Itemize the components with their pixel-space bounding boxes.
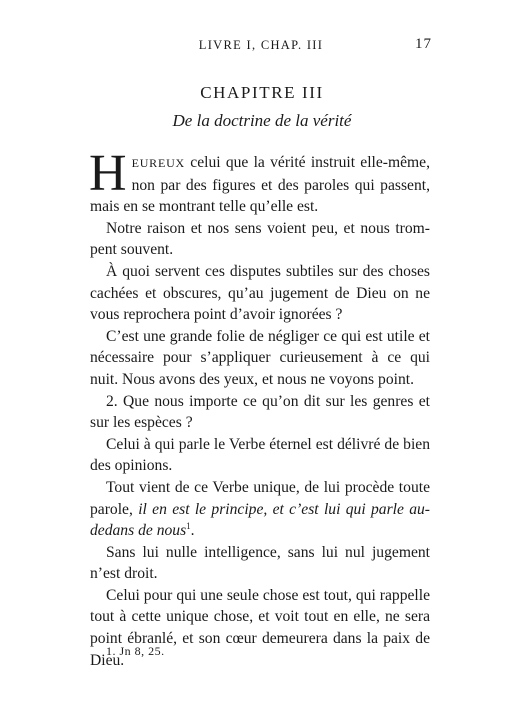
paragraph-6: Celui à qui parle le Verbe éternel est délivré de bien des opinions.: [90, 435, 430, 475]
paragraph-7: [90, 477, 430, 542]
paragraph-4: C’est une grande folie de négliger ce qui est utile et nécessaire pour s’appliquer curieusement à ce qui nuit. Nous avons des yeux, et nous ne voyons point.: [90, 327, 430, 388]
paragraph-7-quotation: il en est le principe, et c’est lui qui parle au-dedans de nous: [90, 500, 430, 540]
running-head: [90, 38, 432, 58]
paragraph-3: À quoi servent ces disputes subtiles sur des choses cachées et obscures, qu’au jugement de Dieu on ne vous reprochera point d’avoir ignorées ?: [90, 262, 430, 324]
drop-cap: H: [89, 145, 127, 202]
chapter-subtitle: De la doctrine de la vérité: [172, 111, 352, 130]
paragraph-5: 2. Que nous importe ce qu’on dit sur les genres et sur les espèces ?: [90, 392, 430, 432]
paragraph-1: [89, 145, 430, 218]
opening-small-caps: EUREUX: [131, 156, 186, 170]
page-number: 17: [415, 36, 432, 52]
body-text: [89, 145, 430, 671]
running-head-title: LIVRE I, CHAP. III: [198, 38, 324, 52]
chapter-title: CHAPITRE III: [200, 83, 324, 102]
paragraph-1-text: celui que la vérité instruit elle-même, non par des figures et des paroles qui passent, mais en se montrant telle qu’elle est.: [90, 154, 430, 216]
paragraph-7-end: .: [190, 522, 195, 540]
footnote: 1. Jn 8, 25.: [106, 644, 165, 658]
paragraph-2: Notre raison et nos sens voient peu, et nous trom-pent souvent.: [90, 219, 430, 259]
paragraph-7-text: Tout vient de ce Verbe unique, de lui procède toute parole,: [90, 478, 430, 518]
footnote-reference: 1: [186, 520, 191, 531]
paragraph-8: Sans lui nulle intelligence, sans lui nul jugement n’est droit.: [90, 543, 430, 583]
paragraph-9: Celui pour qui une seule chose est tout, qui rappelle tout à cette unique chose, et voit tout en elle, ne sera point ébranlé, et son cœur demeurera dans la paix de Dieu.: [90, 586, 430, 669]
